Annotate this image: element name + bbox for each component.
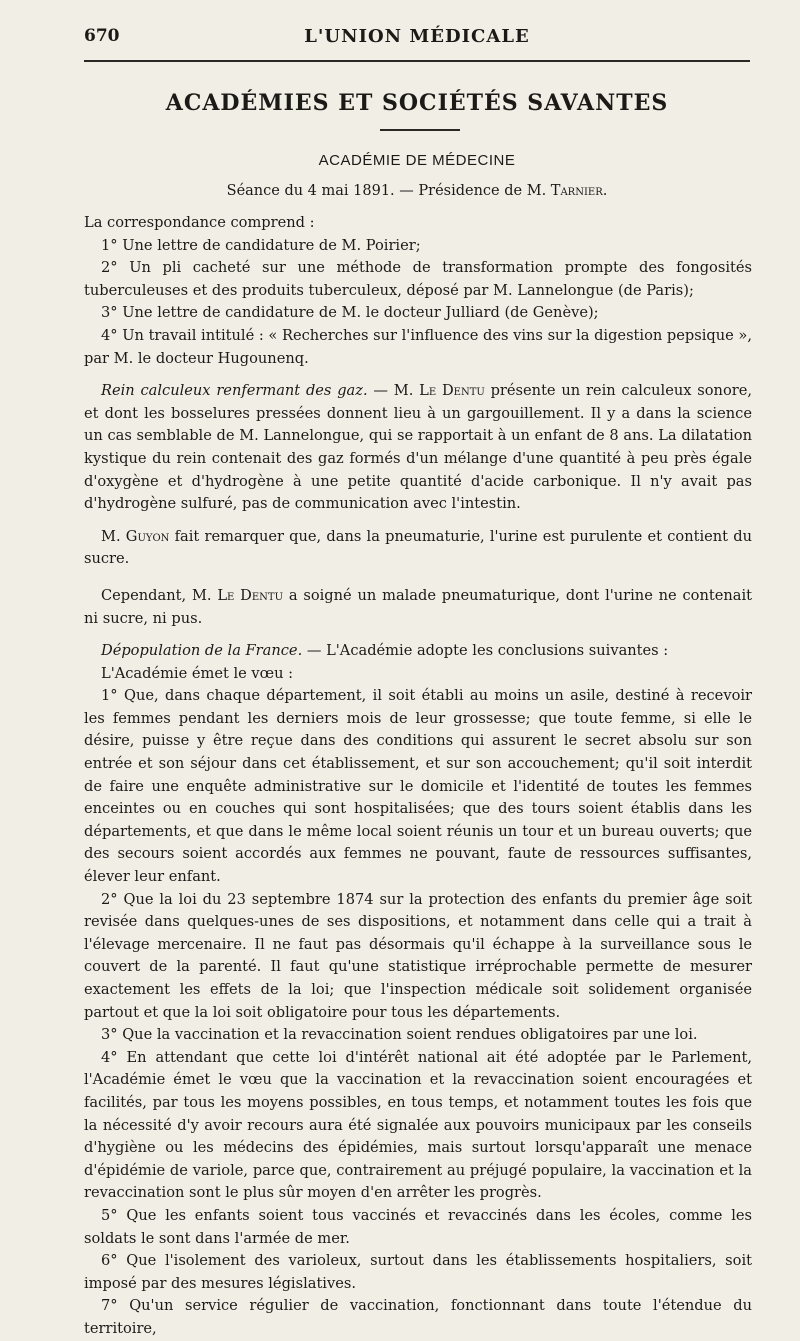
paragraph: 2° Que la loi du 23 septembre 1874 sur la protection des enfants du premier âge soit revisée dans quelques-unes de ses dispositions, et notamment dans celle qui a trait à l'élevage mercenaire. Il ne faut pas désormais qu'il échappe à la surveillance sous le couvert de la parenté. Il faut qu'une statistique irréprochable permette de mesurer exactement les effets de la loi; que l'inspection médicale soit solidement organisée partout et que la loi soit obligatoire pour tous les départements. xyxy=(84,890,752,1021)
paragraph: Dépopulation de la France. — L'Académie adopte les conclusions suivantes : xyxy=(101,642,669,660)
paragraph-title: Dépopulation de la France. xyxy=(101,642,303,660)
paragraph: L'Académie émet le vœu : xyxy=(101,664,294,682)
author-name: Le Dentu xyxy=(419,382,485,400)
paragraph: M. Guyon fait remarquer que, dans la pneumaturie, l'urine est purulente et contient du sucre. xyxy=(84,527,752,568)
paragraph: 3° Que la vaccination et la revaccination soient rendues obligatoires par une loi. xyxy=(101,1026,698,1044)
article-body xyxy=(84,212,752,1341)
author-name: Le Dentu xyxy=(217,586,284,604)
paragraph: 7° Qu'un service régulier de vaccination, fonctionnant dans toute l'étendue du territoire, xyxy=(84,1297,752,1337)
journal-title: L'UNION MÉDICALE xyxy=(304,26,530,47)
paragraph: 2° Un pli cacheté sur une méthode de transformation prompte des fongosités tuberculeuses et des produits tuberculeux, déposé par M. Lannelongue (de Paris); xyxy=(84,259,752,299)
paragraph: 1° Que, dans chaque département, il soit établi au moins un asile, destiné à recevoir les femmes pendant les derniers mois de leur grossesse; que toute femme, si elle le désire, puisse y être reçue dans des conditions qui assurent le secret absolu sur son entrée et son séjour dans cet établissement, et sur son accouchement; qu'il soit interdit de faire une enquête administrative sur le domicile et l'identité de toutes les femmes enceintes ou en couches qui sont hospitalisées; que des tours soient établis dans les départements, et que dans le même local soient réunis un tour et un bureau ouverts; que des secours soient accordés aux femmes ne pouvant, faute de ressources suffisantes, élever leur enfant. xyxy=(84,687,752,886)
paragraph: La correspondance comprend : xyxy=(84,214,315,231)
president-name: Tarnier xyxy=(550,183,603,199)
paragraph: Cependant, M. Le Dentu a soigné un malade pneumaturique, dont l'urine ne contenait ni sucre, ni pus. xyxy=(84,586,752,627)
section-rule xyxy=(380,129,460,131)
paragraph: 4° En attendant que cette loi d'intérêt national ait été adoptée par le Parlement, l'Académie émet le vœu que la vaccination et la revaccination soient encouragées et facilités, par tous les moyens possibles, en tous temps, et notamment toutes les fois que la nécessité d'y avoir recours aura été signalée aux pouvoirs municipaux par les conseils d'hygiène ou les médecins des épidémies, mais surtout lorsqu'apparaît une menace d'épidémie de variole, parce que, contrairement au préjugé populaire, la vaccination et la revaccination sont le plus sûr moyen d'en arrêter les progrès. xyxy=(84,1048,752,1202)
paragraph-title: Rein calculeux renfermant des gaz. xyxy=(101,382,368,400)
page-number: 670 xyxy=(84,26,120,46)
paragraph: 5° Que les enfants soient tous vaccinés et revaccinés dans les écoles, comme les soldats le sont dans l'armée de mer. xyxy=(84,1206,752,1247)
section-title: ACADÉMIES ET SOCIÉTÉS SAVANTES xyxy=(165,90,669,116)
author-name: Guyon xyxy=(125,527,170,545)
paragraph: 4° Un travail intitulé : « Recherches sur l'influence des vins sur la digestion pepsique », par M. le docteur Hugounenq. xyxy=(84,326,752,367)
running-header xyxy=(84,22,750,52)
paragraph: Rein calculeux renfermant des gaz. — M. Le Dentu présente un rein calculeux sonore, et dont les bosselures pressées donnent lieu à un gargouillement. Il y a dans la science un cas semblable de M. Lannelongue, qui se rapportait à un enfant de 8 ans. La dilatation kystique du rein contenait des gaz formés d'un mélange d'une quantité à peu près égale d'oxygène et d'hydrogène à une petite quantité d'acide carbonique. Il n'y avait pas d'hydrogène sulfuré, pas de communication avec l'intestin. xyxy=(84,382,752,513)
paragraph: 6° Que l'isolement des varioleux, surtout dans les établissements hospitaliers, soit imposé par des mesures législatives. xyxy=(84,1252,752,1292)
paragraph: 3° Une lettre de candidature de M. le docteur Julliard (de Genève); xyxy=(101,304,599,322)
session-line: Séance du 4 mai 1891. — Présidence de M. Tarnier. xyxy=(226,183,608,199)
paragraph: 1° Une lettre de candidature de M. Poirier; xyxy=(101,236,421,254)
subsection-title: ACADÉMIE DE MÉDECINE xyxy=(318,152,516,169)
header-rule xyxy=(84,60,750,62)
